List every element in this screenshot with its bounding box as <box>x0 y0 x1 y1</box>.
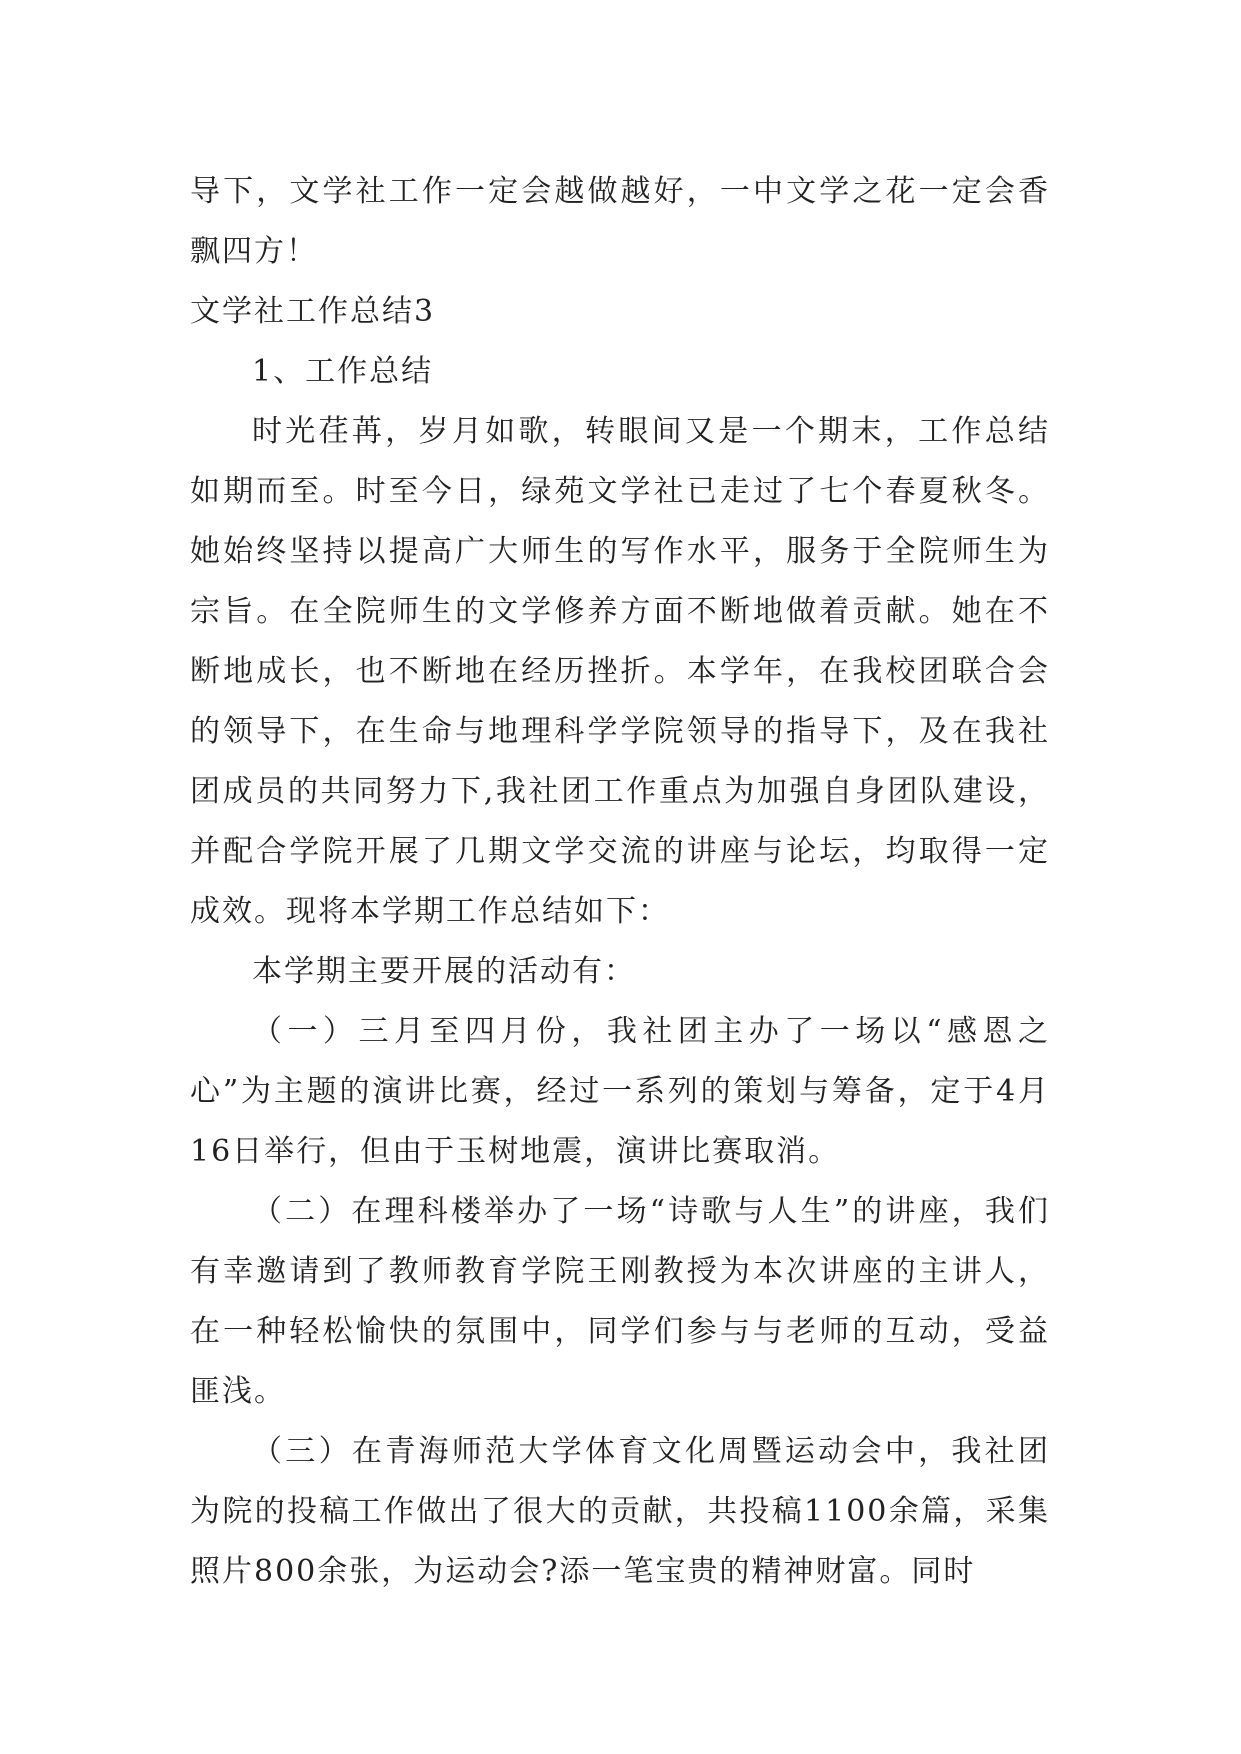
paragraph-activity-2: （二）在理科楼举办了一场“诗歌与人生”的讲座，我们有幸邀请到了教师教育学院王刚教授为本次讲座的主讲人，在一种轻松愉快的氛围中，同学们参与与老师的互动，受益匪浅。 <box>190 1194 1050 1409</box>
subsection-heading: 1、工作总结 <box>252 354 434 389</box>
paragraph-activities-lead: 本学期主要开展的活动有： <box>252 954 636 989</box>
paragraph-intro: 时光荏苒，岁月如歌，转眼间又是一个期末，工作总结如期而至。时至今日，绿苑文学社已走过了七个春夏秋冬。她始终坚持以提高广大师生的写作水平，服务于全院师生为宗旨。在全院师生的文学修养方面不断地做着贡献。她在不断地成长，也不断地在经历挫折。本学年，在我校团联合会的领导下，在生命与地理科学学院领导的指导下，及在我社团成员的共同努力下,我社团工作重点为加强自身团队建设，并配合学院开展了几期文学交流的讲座与论坛，均取得一定成效。现将本学期工作总结如下： <box>190 414 1050 929</box>
paragraph-activity-1: （一）三月至四月份，我社团主办了一场以“感恩之心”为主题的演讲比赛，经过一系列的策划与筹备，定于4月16日举行，但由于玉树地震，演讲比赛取消。 <box>190 1014 1050 1169</box>
section-heading: 文学社工作总结3 <box>190 294 436 329</box>
paragraph-continuation: 导下，文学社工作一定会越做越好，一中文学之花一定会香飘四方！ <box>190 174 1050 269</box>
paragraph-activity-3: （三）在青海师范大学体育文化周暨运动会中，我社团为院的投稿工作做出了很大的贡献，共投稿1100余篇，采集照片800余张，为运动会?添一笔宝贵的精神财富。同时 <box>190 1434 1050 1589</box>
document-body <box>190 162 1050 1602</box>
